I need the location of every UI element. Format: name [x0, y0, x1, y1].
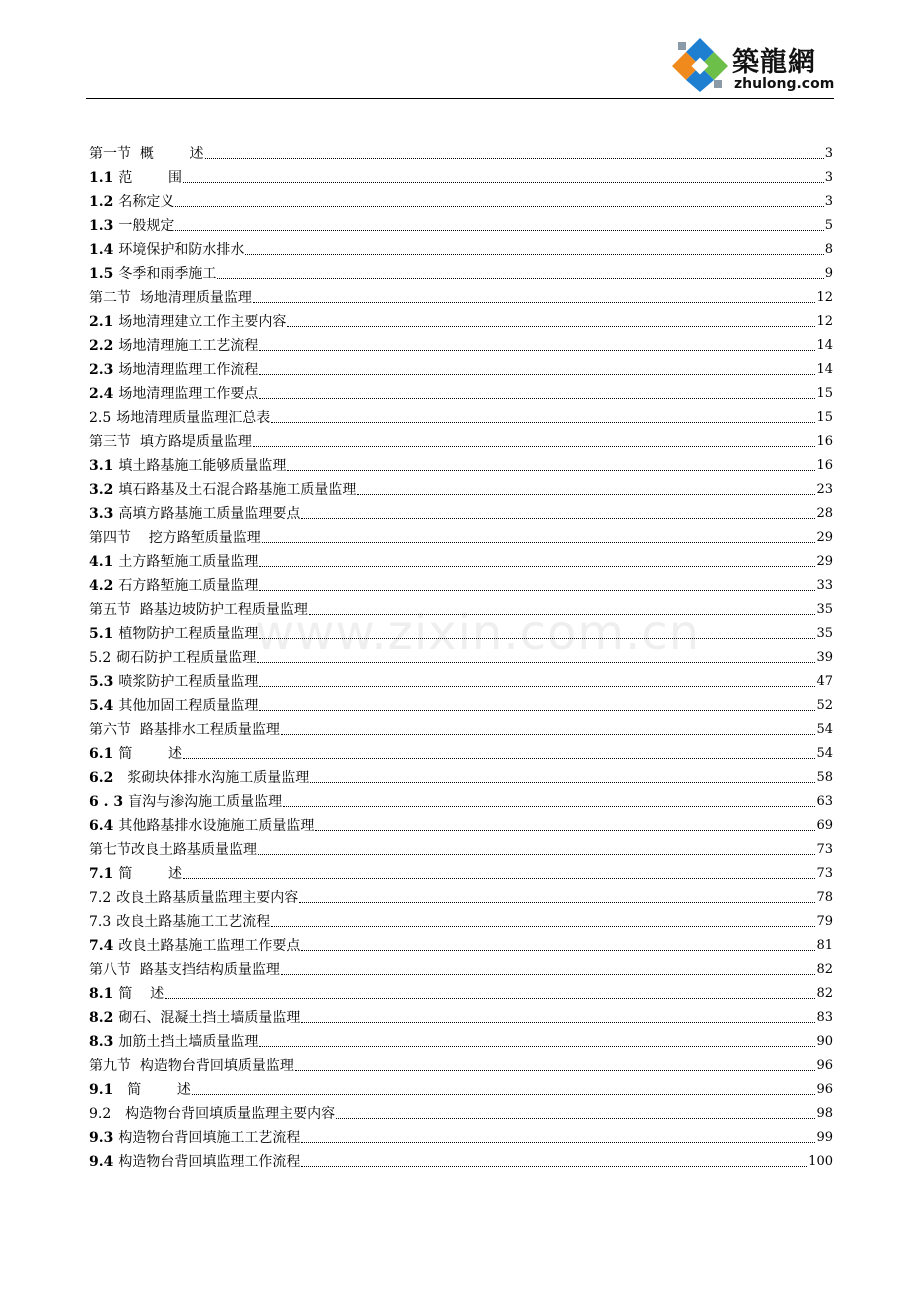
toc-entry-text: 浆砌块体排水沟施工质量监理 — [118, 770, 310, 786]
toc-entry-text: 构造物台背回填质量监理主要内容 — [116, 1106, 336, 1122]
toc-entry-number: 3.2 — [89, 482, 114, 498]
toc-page-number: 28 — [816, 506, 833, 521]
toc-page-number: 100 — [808, 1154, 833, 1169]
toc-page-number: 5 — [824, 218, 833, 233]
header-divider — [86, 98, 834, 99]
toc-dot-leader — [183, 757, 815, 759]
toc-entry-text: 第三节 填方路堤质量监理 — [89, 434, 252, 450]
toc-entry-text: 第六节 路基排水工程质量监理 — [89, 722, 280, 738]
toc-page-number: 98 — [816, 1106, 833, 1121]
toc-dot-leader — [253, 445, 816, 447]
toc-entry-number: 6.1 — [89, 746, 114, 762]
toc-entry-number: 1.1 — [89, 170, 114, 186]
toc-dot-leader — [301, 1141, 815, 1143]
toc-dot-leader — [315, 829, 815, 831]
toc-entry-number: 1.2 — [89, 194, 114, 210]
toc-entry-number: 1.4 — [89, 242, 114, 258]
toc-page-number: 33 — [816, 578, 833, 593]
toc-entry[interactable] — [89, 1146, 833, 1170]
toc-entry[interactable] — [89, 306, 833, 330]
toc-entry-title — [89, 290, 252, 306]
toc-entry-title — [89, 866, 182, 882]
toc-dot-leader — [287, 325, 815, 327]
toc-entry[interactable] — [89, 810, 833, 834]
toc-entry[interactable] — [89, 738, 833, 762]
toc-entry[interactable] — [89, 474, 833, 498]
toc-entry[interactable] — [89, 378, 833, 402]
toc-entry-title — [89, 986, 164, 1002]
toc-entry-title — [89, 1082, 191, 1098]
toc-entry-title — [89, 1154, 300, 1170]
toc-entry-number: 4.1 — [89, 554, 114, 570]
toc-entry-number: 4.2 — [89, 578, 114, 594]
toc-entry-title — [89, 890, 298, 906]
toc-entry-text: 名称定义 — [118, 194, 175, 210]
toc-entry-title — [89, 242, 244, 258]
toc-entry-title — [89, 434, 252, 450]
toc-page-number: 82 — [816, 962, 833, 977]
toc-dot-leader — [217, 277, 823, 279]
toc-entry-number: 5.2 — [89, 650, 112, 666]
toc-entry-text: 喷浆防护工程质量监理 — [118, 674, 259, 690]
toc-entry-text: 第四节 挖方路堑质量监理 — [89, 530, 261, 546]
toc-entry-title — [89, 410, 270, 426]
toc-entry-number: 6 . 3 — [89, 794, 124, 810]
toc-page-number: 58 — [816, 770, 833, 785]
toc-dot-leader — [259, 349, 815, 351]
toc-page-number: 12 — [816, 314, 833, 329]
toc-dot-leader — [336, 1117, 815, 1119]
toc-entry-number: 9.1 — [89, 1082, 114, 1098]
toc-dot-leader — [259, 373, 815, 375]
toc-entry-text: 场地清理施工工艺流程 — [118, 338, 259, 354]
toc-dot-leader — [281, 973, 816, 975]
toc-dot-leader — [310, 781, 815, 783]
toc-entry-title — [89, 578, 258, 594]
toc-dot-leader — [299, 901, 815, 903]
toc-dot-leader — [357, 493, 815, 495]
toc-entry-title — [89, 1130, 300, 1146]
toc-page-number: 47 — [816, 674, 833, 689]
toc-entry-title — [89, 770, 309, 786]
toc-entry-number: 8.1 — [89, 986, 114, 1002]
toc-entry-title — [89, 626, 258, 642]
toc-entry-number: 3.1 — [89, 458, 114, 474]
toc-page-number: 16 — [816, 458, 833, 473]
toc-entry-text: 构造物台背回填施工工艺流程 — [118, 1130, 301, 1146]
toc-entry[interactable] — [89, 978, 833, 1002]
toc-entry-title — [89, 266, 216, 282]
toc-page-number: 78 — [816, 890, 833, 905]
toc-dot-leader — [262, 541, 816, 543]
toc-entry[interactable] — [89, 858, 833, 882]
toc-entry[interactable] — [89, 666, 833, 690]
toc-entry-title — [89, 530, 261, 546]
toc-entry-number: 7.1 — [89, 866, 114, 882]
page-header — [0, 0, 920, 100]
toc-entry-title — [89, 194, 174, 210]
toc-entry[interactable] — [89, 426, 833, 450]
toc-entry-title — [89, 650, 256, 666]
toc-entry[interactable] — [89, 642, 833, 666]
toc-page-number: 83 — [816, 1010, 833, 1025]
toc-entry-text: 第二节 场地清理质量监理 — [89, 290, 252, 306]
toc-entry[interactable] — [89, 330, 833, 354]
toc-dot-leader — [192, 1093, 816, 1095]
toc-page-number: 35 — [816, 626, 833, 641]
toc-entry[interactable] — [89, 690, 833, 714]
toc-dot-leader — [259, 637, 815, 639]
toc-entry-text: 第一节 概 述 — [89, 146, 204, 162]
toc-entry-number: 7.2 — [89, 890, 112, 906]
toc-page-number: 73 — [816, 866, 833, 881]
toc-entry-number: 6.2 — [89, 770, 114, 786]
toc-entry-number: 6.4 — [89, 818, 114, 834]
toc-entry-title — [89, 962, 280, 978]
toc-entry[interactable] — [89, 402, 833, 426]
toc-entry-text: 场地清理建立工作主要内容 — [118, 314, 287, 330]
toc-entry-title — [89, 602, 308, 618]
toc-entry[interactable] — [89, 210, 833, 234]
toc-page-number: 96 — [816, 1082, 833, 1097]
toc-entry[interactable] — [89, 1050, 833, 1074]
toc-dot-leader — [295, 1069, 816, 1071]
toc-entry-title — [89, 722, 280, 738]
toc-dot-leader — [257, 661, 815, 663]
toc-page-number: 69 — [816, 818, 833, 833]
toc-entry[interactable] — [89, 786, 833, 810]
toc-entry[interactable] — [89, 138, 833, 162]
toc-entry-text: 砌石防护工程质量监理 — [116, 650, 257, 666]
toc-entry[interactable] — [89, 282, 833, 306]
toc-entry-number: 7.4 — [89, 938, 114, 954]
toc-entry-number: 2.1 — [89, 314, 114, 330]
toc-page-number: 99 — [816, 1130, 833, 1145]
table-of-contents — [89, 138, 833, 1170]
toc-page-number: 29 — [816, 554, 833, 569]
toc-entry-text: 改良土路基质量监理主要内容 — [116, 890, 299, 906]
toc-entry[interactable] — [89, 570, 833, 594]
toc-page-number: 23 — [816, 482, 833, 497]
toc-entry-number: 7.3 — [89, 914, 112, 930]
toc-page-number: 16 — [816, 434, 833, 449]
toc-entry-text: 第八节 路基支挡结构质量监理 — [89, 962, 280, 978]
toc-entry-text: 填石路基及土石混合路基施工质量监理 — [118, 482, 357, 498]
toc-page-number: 39 — [816, 650, 833, 665]
toc-page-number: 12 — [816, 290, 833, 305]
toc-dot-leader — [183, 877, 815, 879]
toc-entry-title — [89, 818, 314, 834]
toc-entry-text: 第九节 构造物台背回填质量监理 — [89, 1058, 294, 1074]
toc-dot-leader — [259, 709, 815, 711]
toc-entry-text: 简 述 — [118, 1082, 191, 1098]
toc-entry-number: 2.5 — [89, 410, 112, 426]
toc-entry[interactable] — [89, 930, 833, 954]
toc-entry-text: 第七节改良土路基质量监理 — [89, 842, 257, 858]
toc-page-number: 3 — [824, 194, 833, 209]
toc-dot-leader — [259, 589, 815, 591]
toc-page-number: 63 — [816, 794, 833, 809]
toc-entry[interactable] — [89, 762, 833, 786]
toc-entry-text: 砌石、混凝土挡土墙质量监理 — [118, 1010, 301, 1026]
toc-entry-title — [89, 794, 282, 810]
toc-entry-title — [89, 842, 257, 858]
toc-entry[interactable] — [89, 882, 833, 906]
toc-entry-text: 一般规定 — [118, 218, 175, 234]
toc-entry-title — [89, 170, 182, 186]
toc-entry-number: 2.3 — [89, 362, 114, 378]
toc-page-number: 82 — [816, 986, 833, 1001]
toc-dot-leader — [259, 1045, 815, 1047]
toc-page-number: 90 — [816, 1034, 833, 1049]
toc-dot-leader — [165, 997, 815, 999]
toc-page-number: 15 — [816, 410, 833, 425]
toc-entry-title — [89, 482, 356, 498]
toc-page-number: 3 — [824, 170, 833, 185]
toc-dot-leader — [259, 685, 815, 687]
toc-entry-title — [89, 1034, 258, 1050]
toc-dot-leader — [175, 205, 823, 207]
toc-entry-title — [89, 938, 300, 954]
toc-entry[interactable] — [89, 498, 833, 522]
toc-dot-leader — [258, 853, 815, 855]
toc-entry[interactable] — [89, 1098, 833, 1122]
toc-entry-number: 9.3 — [89, 1130, 114, 1146]
zhulong-logo[interactable] — [670, 36, 835, 94]
toc-page-number: 3 — [824, 146, 833, 161]
toc-dot-leader — [271, 421, 815, 423]
toc-entry[interactable] — [89, 522, 833, 546]
toc-dot-leader — [175, 229, 823, 231]
toc-entry[interactable] — [89, 1074, 833, 1098]
toc-entry-text: 简 述 — [118, 986, 165, 1002]
toc-dot-leader — [283, 805, 815, 807]
toc-entry-text: 环境保护和防水排水 — [118, 242, 245, 258]
toc-entry-title — [89, 338, 258, 354]
toc-entry-text: 植物防护工程质量监理 — [118, 626, 259, 642]
toc-entry-number: 5.1 — [89, 626, 114, 642]
toc-entry-number: 8.2 — [89, 1010, 114, 1026]
toc-entry[interactable] — [89, 618, 833, 642]
toc-dot-leader — [309, 613, 816, 615]
toc-entry-text: 其他路基排水设施施工质量监理 — [118, 818, 315, 834]
toc-entry-title — [89, 218, 174, 234]
toc-dot-leader — [301, 1165, 807, 1167]
toc-page-number: 79 — [816, 914, 833, 929]
toc-entry[interactable] — [89, 834, 833, 858]
toc-dot-leader — [205, 157, 824, 159]
toc-entry-title — [89, 554, 258, 570]
toc-entry-text: 盲沟与渗沟施工质量监理 — [128, 794, 283, 810]
toc-page-number: 9 — [824, 266, 833, 281]
toc-entry-number: 2.4 — [89, 386, 114, 402]
toc-entry-number: 1.3 — [89, 218, 114, 234]
toc-entry-number: 5.4 — [89, 698, 114, 714]
toc-entry-text: 冬季和雨季施工 — [118, 266, 217, 282]
toc-entry-text: 场地清理质量监理汇总表 — [116, 410, 271, 426]
toc-entry[interactable] — [89, 186, 833, 210]
toc-page-number: 52 — [816, 698, 833, 713]
toc-page-number: 14 — [816, 362, 833, 377]
toc-entry-text: 加筋土挡土墙质量监理 — [118, 1034, 259, 1050]
toc-page-number: 81 — [816, 938, 833, 953]
toc-entry-number: 1.5 — [89, 266, 114, 282]
toc-entry-text: 第五节 路基边坡防护工程质量监理 — [89, 602, 308, 618]
toc-entry[interactable] — [89, 234, 833, 258]
toc-page-number: 15 — [816, 386, 833, 401]
toc-entry-number: 5.3 — [89, 674, 114, 690]
toc-dot-leader — [287, 469, 815, 471]
toc-dot-leader — [259, 565, 815, 567]
toc-entry-title — [89, 914, 270, 930]
logo-chinese-text: 築龍網 — [732, 47, 816, 78]
toc-entry[interactable] — [89, 594, 833, 618]
toc-entry-title — [89, 314, 286, 330]
toc-entry-title — [89, 506, 300, 522]
toc-entry-text: 简 述 — [118, 866, 182, 882]
toc-page-number: 96 — [816, 1058, 833, 1073]
toc-entry[interactable] — [89, 354, 833, 378]
watermark: www.zixin.com.cn — [255, 605, 701, 661]
toc-entry[interactable] — [89, 258, 833, 282]
toc-entry-text: 范 围 — [118, 170, 182, 186]
toc-entry-text: 改良土路基施工监理工作要点 — [118, 938, 301, 954]
toc-entry-number: 9.2 — [89, 1106, 112, 1122]
toc-entry-text: 改良土路基施工工艺流程 — [116, 914, 271, 930]
toc-entry-title — [89, 1010, 300, 1026]
toc-entry-text: 场地清理监理工作流程 — [118, 362, 259, 378]
toc-entry-text: 简 述 — [118, 746, 182, 762]
toc-entry-text: 构造物台背回填监理工作流程 — [118, 1154, 301, 1170]
toc-entry[interactable] — [89, 1026, 833, 1050]
toc-page-number: 54 — [816, 746, 833, 761]
toc-entry-title — [89, 674, 258, 690]
toc-entry[interactable] — [89, 906, 833, 930]
toc-entry-text: 石方路堑施工质量监理 — [118, 578, 259, 594]
toc-entry-number: 3.3 — [89, 506, 114, 522]
toc-entry[interactable] — [89, 162, 833, 186]
toc-entry[interactable] — [89, 714, 833, 738]
toc-entry-title — [89, 1058, 294, 1074]
toc-entry[interactable] — [89, 546, 833, 570]
toc-entry-number: 8.3 — [89, 1034, 114, 1050]
toc-dot-leader — [301, 1021, 815, 1023]
toc-page-number: 14 — [816, 338, 833, 353]
toc-page-number: 8 — [824, 242, 833, 257]
toc-entry-title — [89, 458, 286, 474]
toc-entry-title — [89, 698, 258, 714]
toc-entry-number: 2.2 — [89, 338, 114, 354]
toc-entry[interactable] — [89, 450, 833, 474]
toc-page-number: 29 — [816, 530, 833, 545]
toc-entry[interactable] — [89, 1122, 833, 1146]
toc-entry-text: 填土路基施工能够质量监理 — [118, 458, 287, 474]
toc-entry-title — [89, 386, 258, 402]
toc-entry[interactable] — [89, 954, 833, 978]
zhulong-logo-mark-icon — [670, 36, 730, 94]
toc-dot-leader — [281, 733, 816, 735]
toc-entry-title — [89, 1106, 335, 1122]
toc-dot-leader — [183, 181, 824, 183]
toc-entry-title — [89, 146, 204, 162]
toc-entry-text: 其他加固工程质量监理 — [118, 698, 259, 714]
toc-page-number: 54 — [816, 722, 833, 737]
toc-dot-leader — [271, 925, 815, 927]
toc-page-number: 73 — [816, 842, 833, 857]
toc-entry-text: 场地清理监理工作要点 — [118, 386, 259, 402]
toc-dot-leader — [301, 517, 815, 519]
toc-entry[interactable] — [89, 1002, 833, 1026]
toc-entry-text: 高填方路基施工质量监理要点 — [118, 506, 301, 522]
toc-dot-leader — [245, 253, 823, 255]
toc-dot-leader — [301, 949, 815, 951]
toc-page-number: 35 — [816, 602, 833, 617]
toc-dot-leader — [259, 397, 815, 399]
toc-entry-number: 9.4 — [89, 1154, 114, 1170]
toc-entry-title — [89, 362, 258, 378]
toc-entry-text: 土方路堑施工质量监理 — [118, 554, 259, 570]
toc-dot-leader — [253, 301, 816, 303]
toc-entry-title — [89, 746, 182, 762]
logo-english-text: zhulong.com — [734, 76, 835, 92]
